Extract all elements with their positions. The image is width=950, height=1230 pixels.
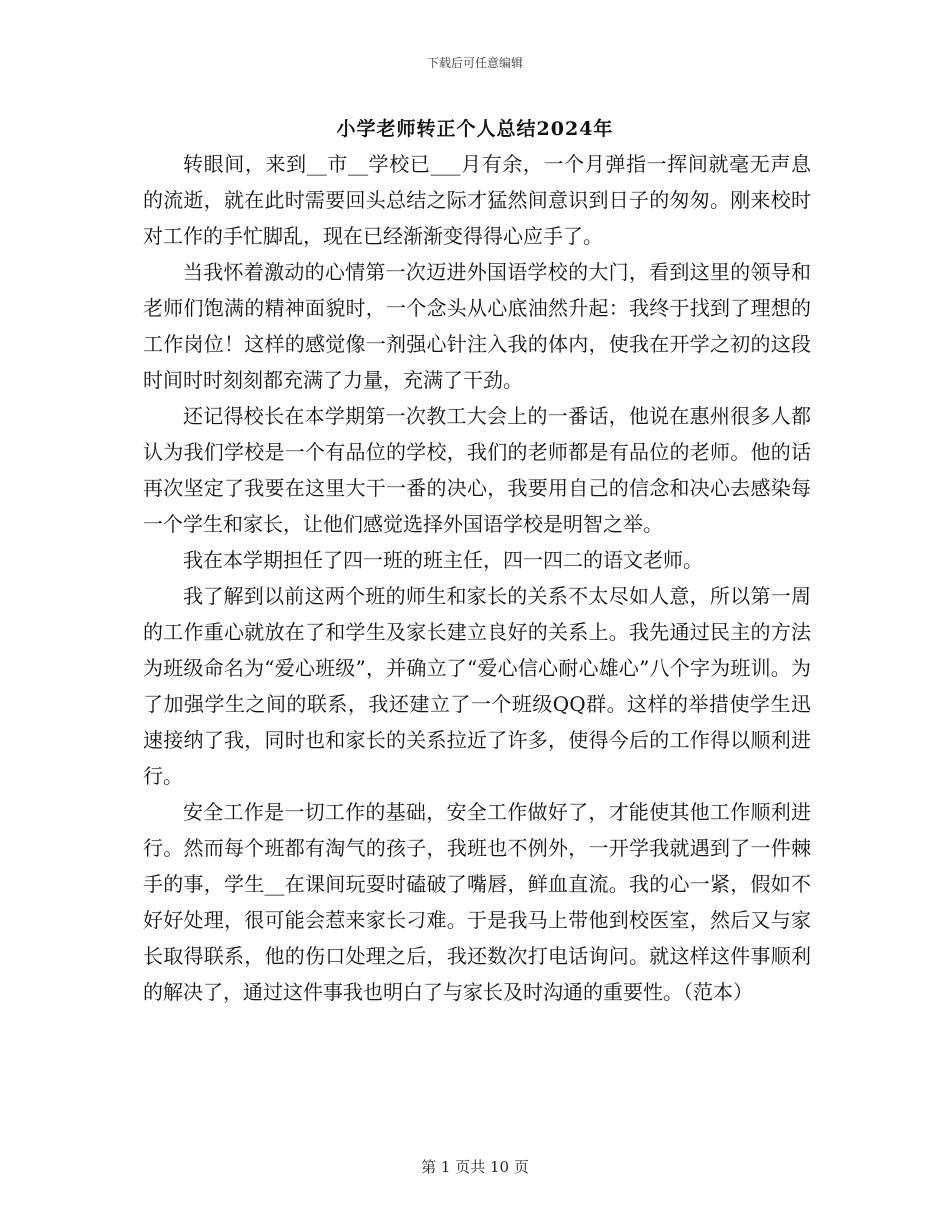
paragraph: 我了解到以前这两个班的师生和家长的关系不太尽如人意，所以第一周的工作重心就放在了和学生及家长建立良好的关系上。我先通过民主的方法为班级命名为“爱心班级”，并确立了“爱心信心耐心雄心”八个字为班训。为了加强学生之间的联系，我还建立了一个班级QQ群。这样的举措使学生迅速接纳了我，同时也和家长的关系拉近了许多，使得今后的工作得以顺利进行。 — [143, 584, 811, 788]
paragraph: 当我怀着激动的心情第一次迈进外国语学校的大门，看到这里的领导和老师们饱满的精神面貌时，一个念头从心底油然升起：我终于找到了理想的工作岗位！这样的感觉像一剂强心针注入我的体内，使我在开学之初的这段时间时时刻刻都充满了力量，充满了干劲。 — [143, 260, 811, 392]
page-header-note: 下载后可任意编辑 — [426, 56, 523, 70]
page-number-footer: 第 1 页共 10 页 — [421, 1158, 529, 1176]
paragraph: 转眼间，来到__市__学校已___月有余，一个月弹指一挥间就毫无声息的流逝，就在此时需要回头总结之际才猛然间意识到日子的匆匆。刚来校时对工作的手忙脚乱，现在已经渐渐变得得心应手了。 — [143, 152, 811, 248]
paragraph: 安全工作是一切工作的基础，安全工作做好了，才能使其他工作顺利进行。然而每个班都有淘气的孩子，我班也不例外，一开学我就遇到了一件棘手的事，学生__在课间玩耍时磕破了嘴唇，鲜血直流。我的心一紧，假如不好好处理，很可能会惹来家长刁难。于是我马上带他到校医室，然后又与家长取得联系，他的伤口处理之后，我还数次打电话询问。就这样这件事顺利的解决了，通过这件事我也明白了与家长及时沟通的重要性。（范本） — [143, 800, 811, 1004]
document-title: 小学老师转正个人总结2024年 — [336, 118, 614, 140]
document-body — [143, 146, 811, 1010]
paragraph: 还记得校长在本学期第一次教工大会上的一番话，他说在惠州很多人都认为我们学校是一个有品位的学校，我们的老师都是有品位的老师。他的话再次坚定了我要在这里大干一番的决心，我要用自己的信念和决心去感染每一个学生和家长，让他们感觉选择外国语学校是明智之举。 — [143, 404, 811, 536]
paragraph: 我在本学期担任了四一班的班主任，四一四二的语文老师。 — [183, 548, 703, 572]
